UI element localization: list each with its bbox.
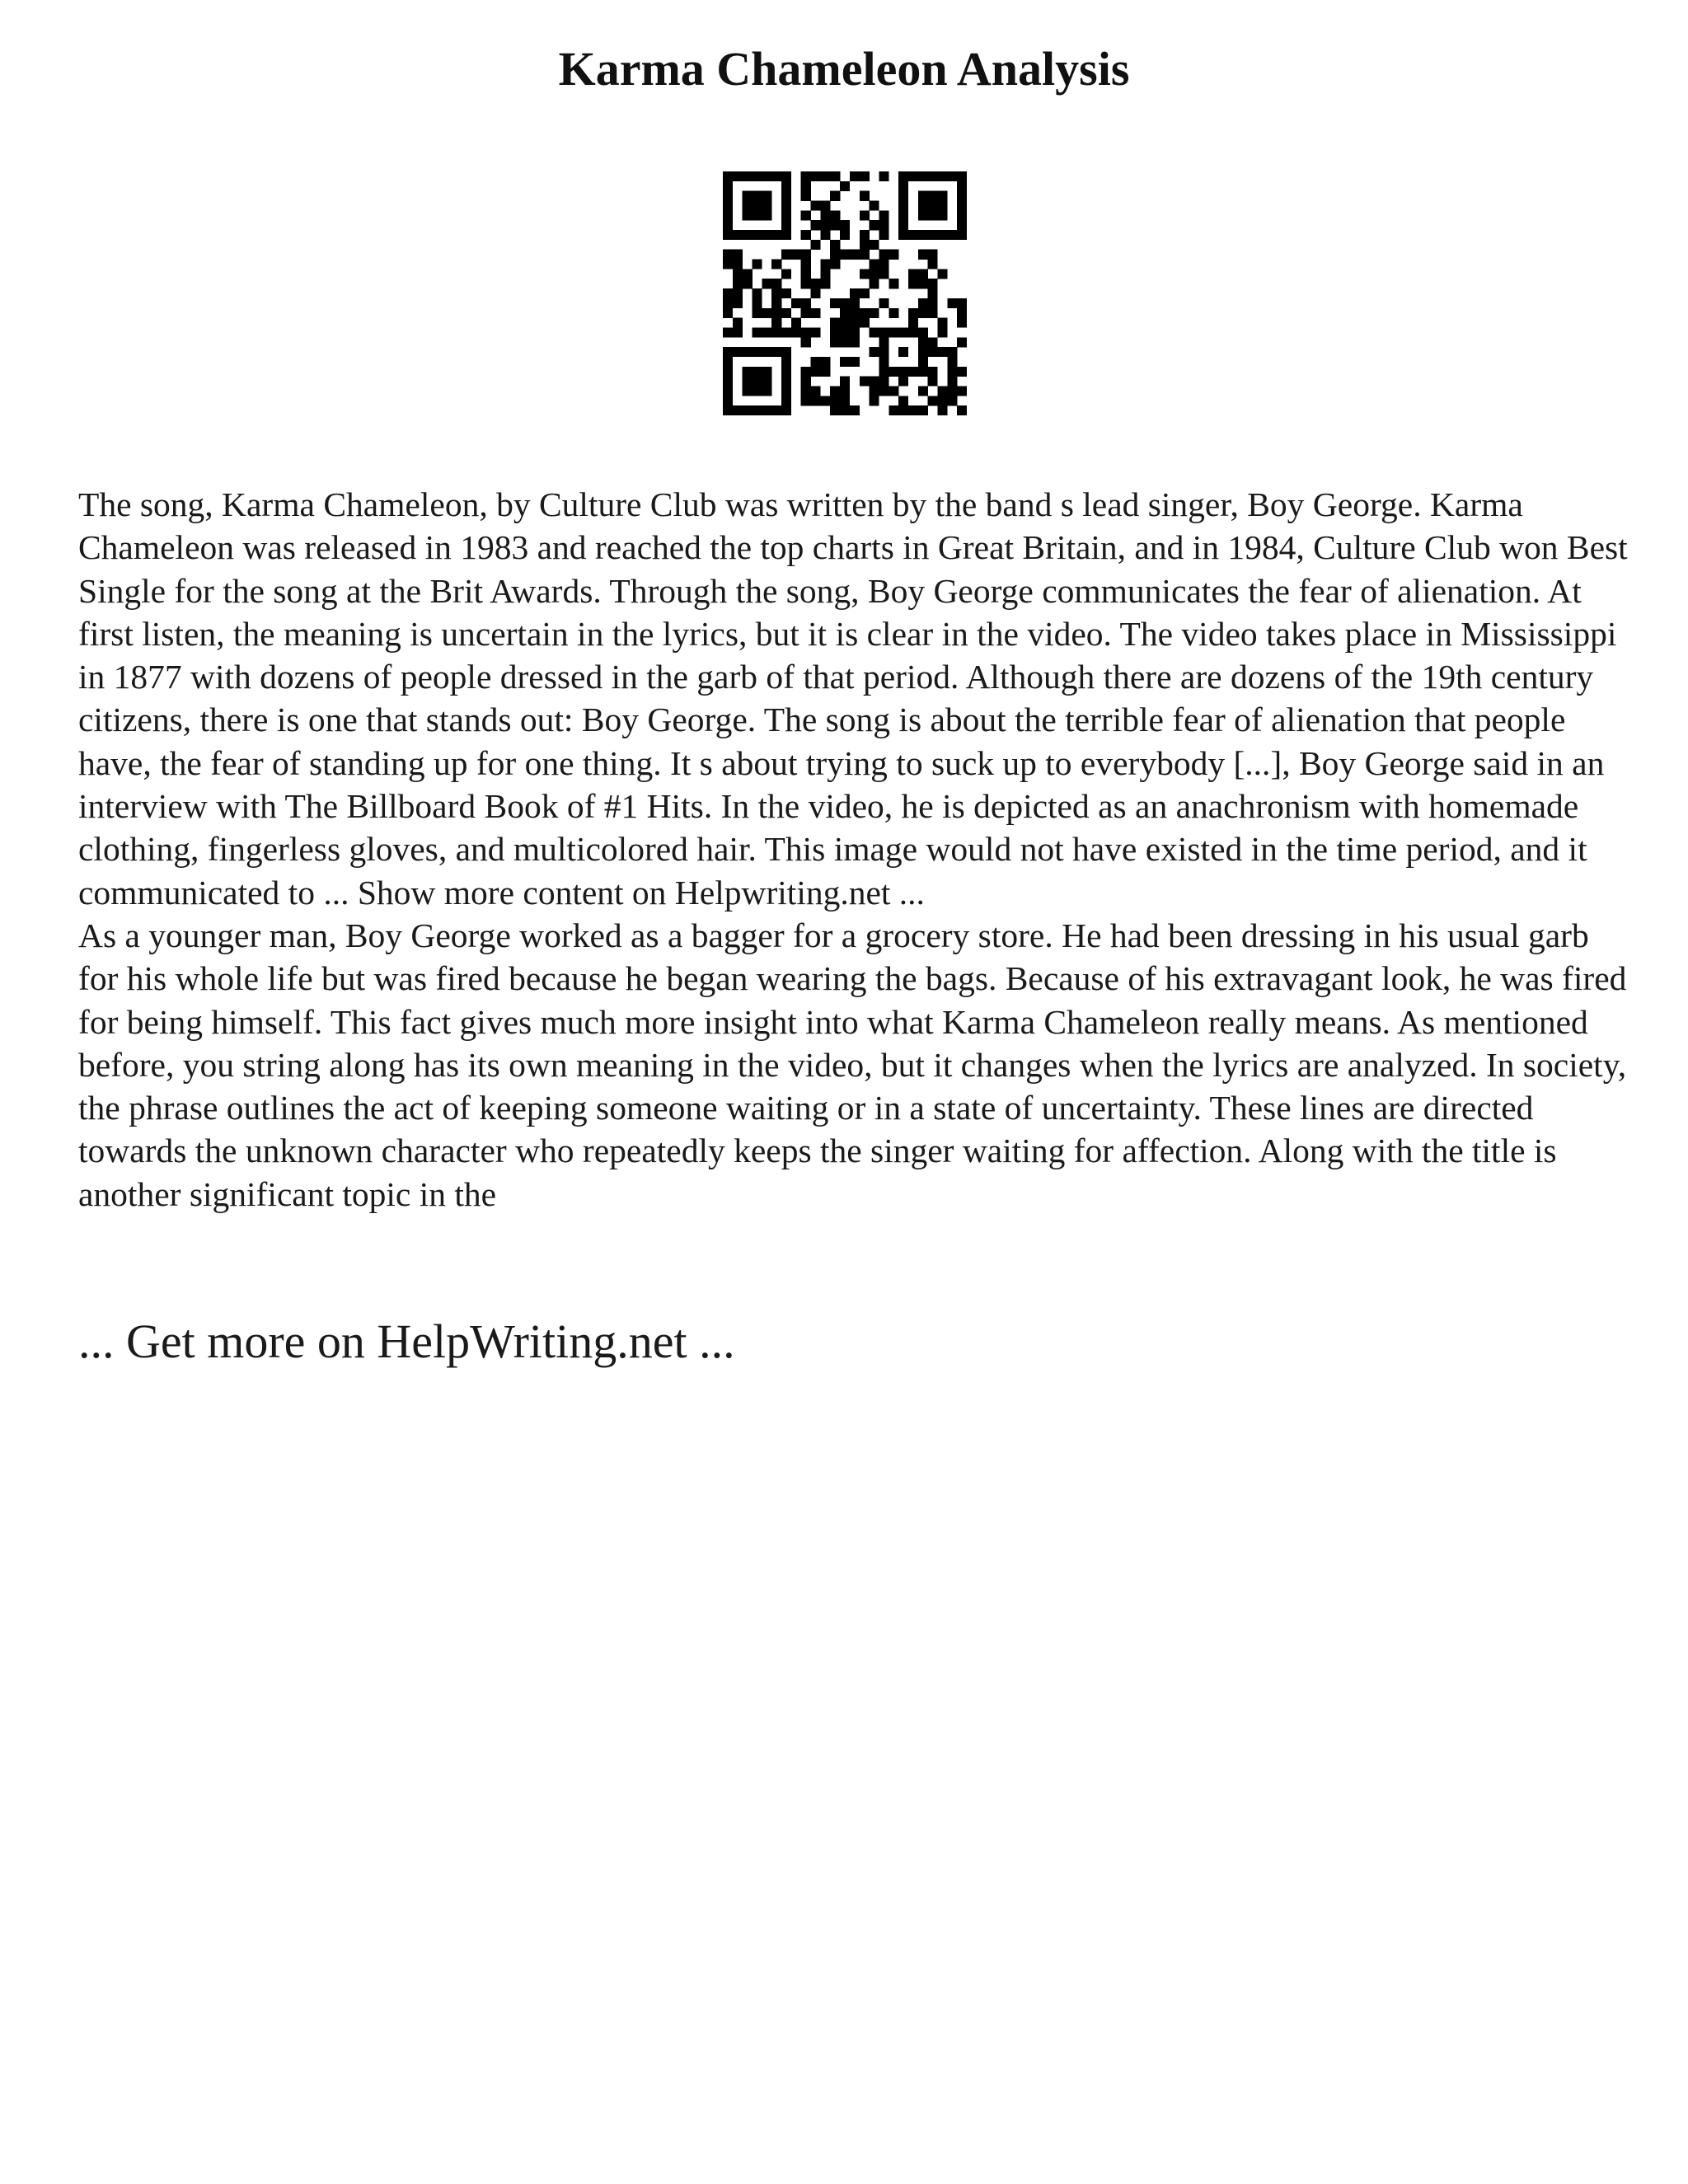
qr-code-icon[interactable] xyxy=(723,171,967,415)
article-body xyxy=(78,483,1628,1216)
page-title: Karma Chameleon Analysis xyxy=(558,42,1130,96)
get-more-link[interactable]: ... Get more on HelpWriting.net ... xyxy=(78,1315,735,1368)
paragraph-intro: The song, Karma Chameleon, by Culture Club was written by the band s lead singer, Boy George. Karma Chameleon was released in 1983 and reached the top charts in Great Britain, and in 1984, Culture Club won Best Single for the song at the Brit Awards. Through the song, Boy George communicates the fear of alienation. At first listen, the meaning is uncertain in the lyrics, but it is clear in the video. The video takes place in Mississippi in 1877 with dozens of people dressed in the garb of that period. Although there are dozens of the 19th century citizens, there is one that stands out: Boy George. The song is about the terrible fear of alienation that people have, the fear of standing up for one thing. It s about trying to suck up to everybody [...], Boy George said in an interview with The Billboard Book of #1 Hits. In the video, he is depicted as an anachronism with homemade clothing, fingerless gloves, and multicolored hair. This image would not have existed in the time period, and it communicated to ... Show more content on Helpwriting.net ... xyxy=(78,485,1628,912)
paragraph-background: As a younger man, Boy George worked as a bagger for a grocery store. He had been dressing in his usual garb for his whole life but was fired because he began wearing the bags. Because of his extravagant look, he was fired for being himself. This fact gives much more insight into what Karma Chameleon really means. As mentioned before, you string along has its own meaning in the video, but it changes when the lyrics are analyzed. In society, the phrase outlines the act of keeping someone waiting or in a state of uncertainty. These lines are directed towards the unknown character who repeatedly keeps the singer waiting for affection. Along with the title is another significant topic in the xyxy=(78,916,1627,1213)
